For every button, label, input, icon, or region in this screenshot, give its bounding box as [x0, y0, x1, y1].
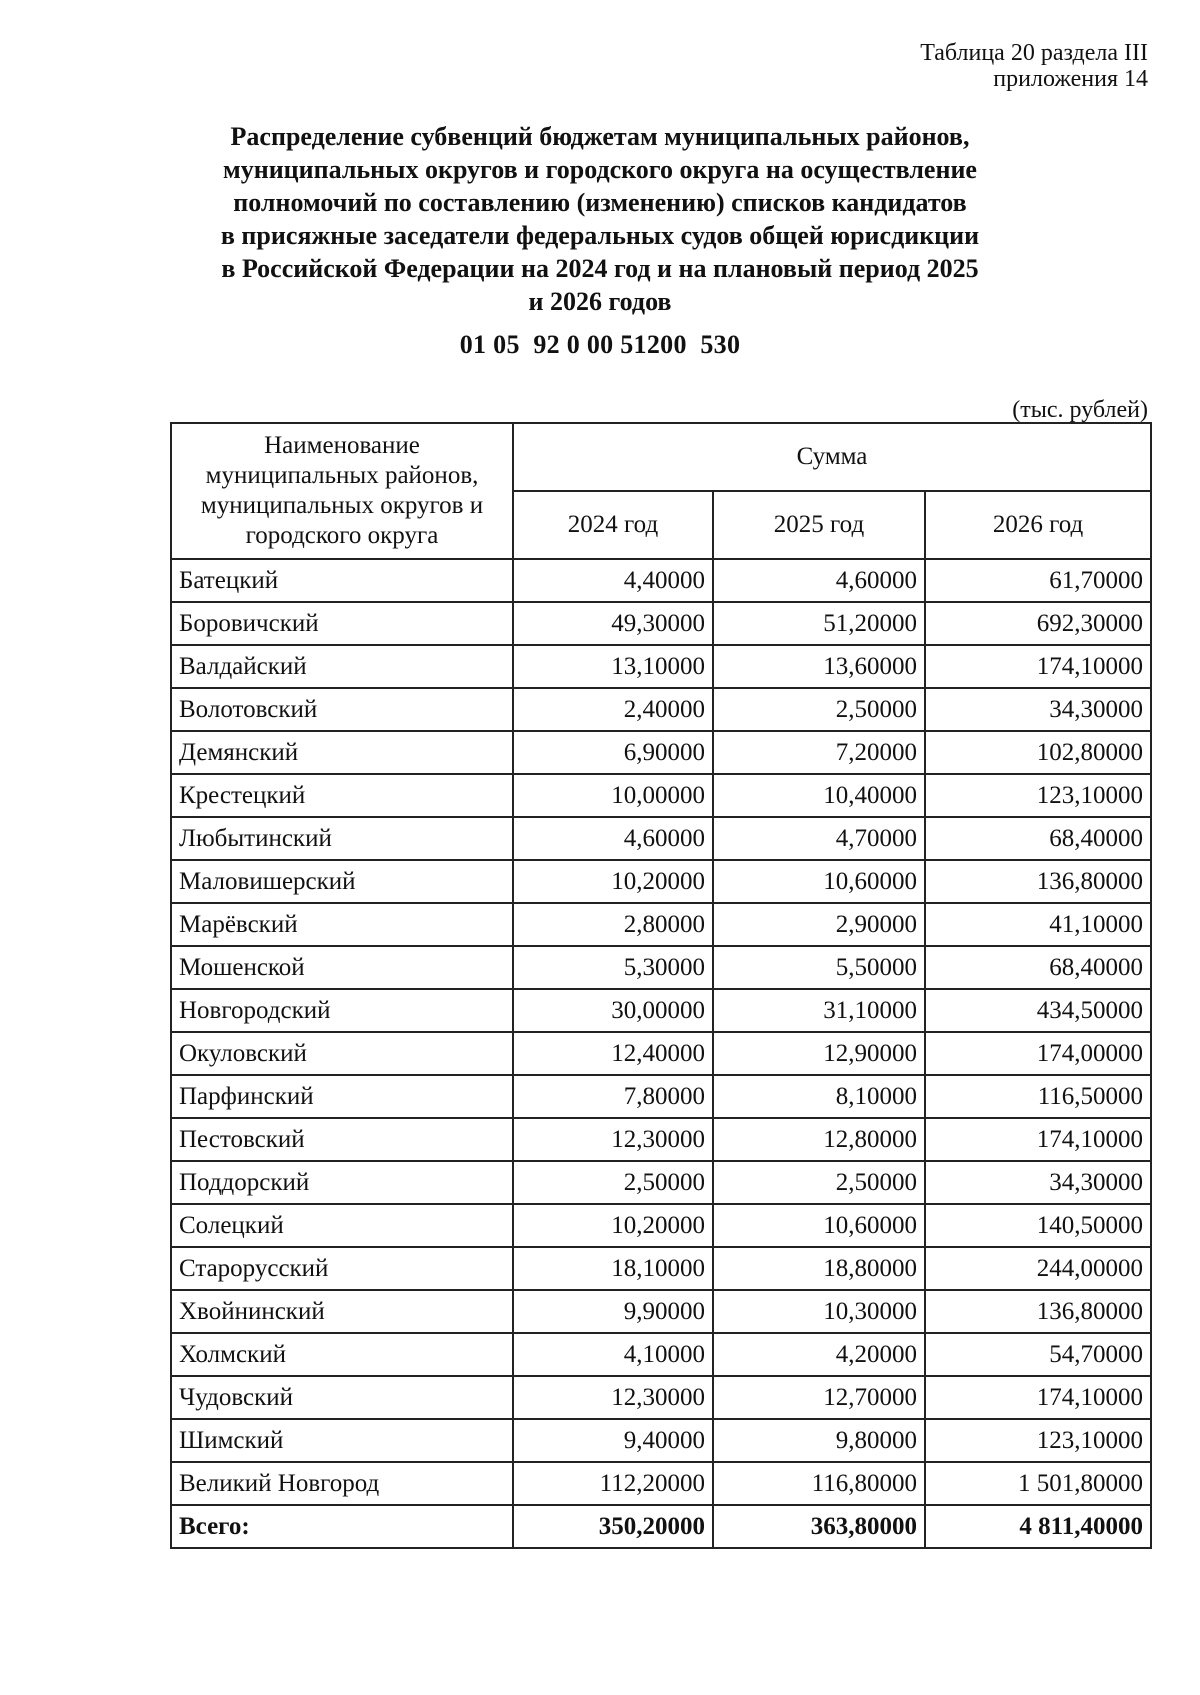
total-row — [171, 1505, 1151, 1548]
table-row — [171, 731, 1151, 774]
district-name: Любытинский — [171, 817, 513, 860]
table-row — [171, 1462, 1151, 1505]
table-row — [171, 1290, 1151, 1333]
total-2026: 4 811,40000 — [925, 1505, 1151, 1548]
table-row — [171, 559, 1151, 602]
table-reference-line-1: Таблица 20 раздела III — [920, 40, 1148, 66]
amount-2024: 112,20000 — [513, 1462, 713, 1505]
amount-2024: 2,80000 — [513, 903, 713, 946]
amount-2024: 30,00000 — [513, 989, 713, 1032]
column-header-2024: 2024 год — [513, 491, 713, 559]
amount-2026: 102,80000 — [925, 731, 1151, 774]
amount-2024: 12,40000 — [513, 1032, 713, 1075]
title-line: в присяжные заседатели федеральных судов общей юрисдикции — [220, 221, 980, 250]
district-name: Чудовский — [171, 1376, 513, 1419]
amount-2025: 51,20000 — [713, 602, 925, 645]
amount-2026: 68,40000 — [925, 946, 1151, 989]
table-row — [171, 1333, 1151, 1376]
table-reference — [788, 40, 1148, 92]
amount-2025: 2,50000 — [713, 1161, 925, 1204]
amount-2025: 31,10000 — [713, 989, 925, 1032]
amount-2024: 49,30000 — [513, 602, 713, 645]
title-line: и 2026 годов — [528, 287, 672, 316]
amount-2026: 434,50000 — [925, 989, 1151, 1032]
amount-2024: 6,90000 — [513, 731, 713, 774]
district-name: Солецкий — [171, 1204, 513, 1247]
district-name: Шимский — [171, 1419, 513, 1462]
district-name: Окуловский — [171, 1032, 513, 1075]
table-row — [171, 774, 1151, 817]
amount-2026: 174,00000 — [925, 1032, 1151, 1075]
table-row — [171, 903, 1151, 946]
table-row — [171, 645, 1151, 688]
district-name: Мошенской — [171, 946, 513, 989]
table-row — [171, 1032, 1151, 1075]
table-row — [171, 860, 1151, 903]
amount-2024: 13,10000 — [513, 645, 713, 688]
district-name: Хвойнинский — [171, 1290, 513, 1333]
amount-2025: 4,60000 — [713, 559, 925, 602]
table-row — [171, 1075, 1151, 1118]
district-name: Пестовский — [171, 1118, 513, 1161]
amount-2024: 7,80000 — [513, 1075, 713, 1118]
district-name: Парфинский — [171, 1075, 513, 1118]
unit-label: (тыс. рублей) — [1012, 397, 1148, 423]
table-row — [171, 1419, 1151, 1462]
district-name: Демянский — [171, 731, 513, 774]
amount-2026: 244,00000 — [925, 1247, 1151, 1290]
amount-2024: 10,20000 — [513, 860, 713, 903]
table-row — [171, 688, 1151, 731]
table-row — [171, 1118, 1151, 1161]
amount-2025: 8,10000 — [713, 1075, 925, 1118]
table-reference-line-2: приложения 14 — [993, 66, 1148, 92]
district-name: Холмский — [171, 1333, 513, 1376]
district-name: Батецкий — [171, 559, 513, 602]
amount-2025: 7,20000 — [713, 731, 925, 774]
total-2025: 363,80000 — [713, 1505, 925, 1548]
amount-2026: 41,10000 — [925, 903, 1151, 946]
amount-2026: 54,70000 — [925, 1333, 1151, 1376]
amount-2024: 18,10000 — [513, 1247, 713, 1290]
district-name: Крестецкий — [171, 774, 513, 817]
amount-2026: 116,50000 — [925, 1075, 1151, 1118]
table-row — [171, 1161, 1151, 1204]
amount-2025: 12,70000 — [713, 1376, 925, 1419]
amount-2026: 174,10000 — [925, 1118, 1151, 1161]
amount-2024: 9,40000 — [513, 1419, 713, 1462]
table-row — [171, 946, 1151, 989]
title-line: муниципальных округов и городского округа на осуществление — [223, 155, 977, 184]
amount-2026: 34,30000 — [925, 1161, 1151, 1204]
amount-2024: 4,40000 — [513, 559, 713, 602]
amount-2026: 136,80000 — [925, 860, 1151, 903]
amount-2025: 18,80000 — [713, 1247, 925, 1290]
title-line: полномочий по составлению (изменению) списков кандидатов — [233, 188, 967, 217]
amount-2025: 2,90000 — [713, 903, 925, 946]
amount-2025: 4,20000 — [713, 1333, 925, 1376]
amount-2026: 136,80000 — [925, 1290, 1151, 1333]
amount-2025: 116,80000 — [713, 1462, 925, 1505]
district-name: Боровичский — [171, 602, 513, 645]
district-name: Великий Новгород — [171, 1462, 513, 1505]
table-row — [171, 1376, 1151, 1419]
amount-2026: 692,30000 — [925, 602, 1151, 645]
column-header-sum: Сумма — [513, 423, 1151, 491]
amount-2026: 61,70000 — [925, 559, 1151, 602]
district-name: Поддорский — [171, 1161, 513, 1204]
amount-2025: 10,60000 — [713, 860, 925, 903]
amount-2025: 2,50000 — [713, 688, 925, 731]
amount-2025: 13,60000 — [713, 645, 925, 688]
district-name: Марёвский — [171, 903, 513, 946]
amount-2024: 10,00000 — [513, 774, 713, 817]
amount-2024: 2,40000 — [513, 688, 713, 731]
header-row-1 — [171, 423, 1151, 491]
total-2024: 350,20000 — [513, 1505, 713, 1548]
table-row — [171, 989, 1151, 1032]
amount-2026: 123,10000 — [925, 1419, 1151, 1462]
amount-2025: 10,40000 — [713, 774, 925, 817]
amount-2024: 12,30000 — [513, 1118, 713, 1161]
district-name: Волотовский — [171, 688, 513, 731]
district-name: Маловишерский — [171, 860, 513, 903]
amount-2025: 5,50000 — [713, 946, 925, 989]
amount-2026: 34,30000 — [925, 688, 1151, 731]
amount-2026: 174,10000 — [925, 645, 1151, 688]
column-header-2025: 2025 год — [713, 491, 925, 559]
subvention-table — [170, 422, 1152, 1549]
amount-2024: 4,60000 — [513, 817, 713, 860]
total-label: Всего: — [171, 1505, 513, 1548]
amount-2024: 12,30000 — [513, 1376, 713, 1419]
amount-2026: 140,50000 — [925, 1204, 1151, 1247]
amount-2025: 12,80000 — [713, 1118, 925, 1161]
table-row — [171, 817, 1151, 860]
column-header-name: Наименование муниципальных районов, муниципальных округов и городского округа — [171, 423, 513, 559]
document-title — [150, 120, 1050, 318]
district-name: Валдайский — [171, 645, 513, 688]
district-name: Новгородский — [171, 989, 513, 1032]
amount-2025: 4,70000 — [713, 817, 925, 860]
district-name: Старорусский — [171, 1247, 513, 1290]
title-line: в Российской Федерации на 2024 год и на плановый период 2025 — [221, 254, 979, 283]
amount-2025: 12,90000 — [713, 1032, 925, 1075]
table-row — [171, 1204, 1151, 1247]
amount-2024: 4,10000 — [513, 1333, 713, 1376]
amount-2026: 1 501,80000 — [925, 1462, 1151, 1505]
title-line: Распределение субвенций бюджетам муниципальных районов, — [230, 122, 970, 151]
amount-2025: 10,60000 — [713, 1204, 925, 1247]
amount-2024: 2,50000 — [513, 1161, 713, 1204]
column-header-2026: 2026 год — [925, 491, 1151, 559]
amount-2024: 10,20000 — [513, 1204, 713, 1247]
amount-2026: 123,10000 — [925, 774, 1151, 817]
amount-2026: 174,10000 — [925, 1376, 1151, 1419]
amount-2026: 68,40000 — [925, 817, 1151, 860]
amount-2024: 5,30000 — [513, 946, 713, 989]
table-row — [171, 1247, 1151, 1290]
amount-2025: 9,80000 — [713, 1419, 925, 1462]
table-row — [171, 602, 1151, 645]
amount-2024: 9,90000 — [513, 1290, 713, 1333]
budget-code: 01 05 92 0 00 51200 530 — [459, 330, 741, 359]
amount-2025: 10,30000 — [713, 1290, 925, 1333]
